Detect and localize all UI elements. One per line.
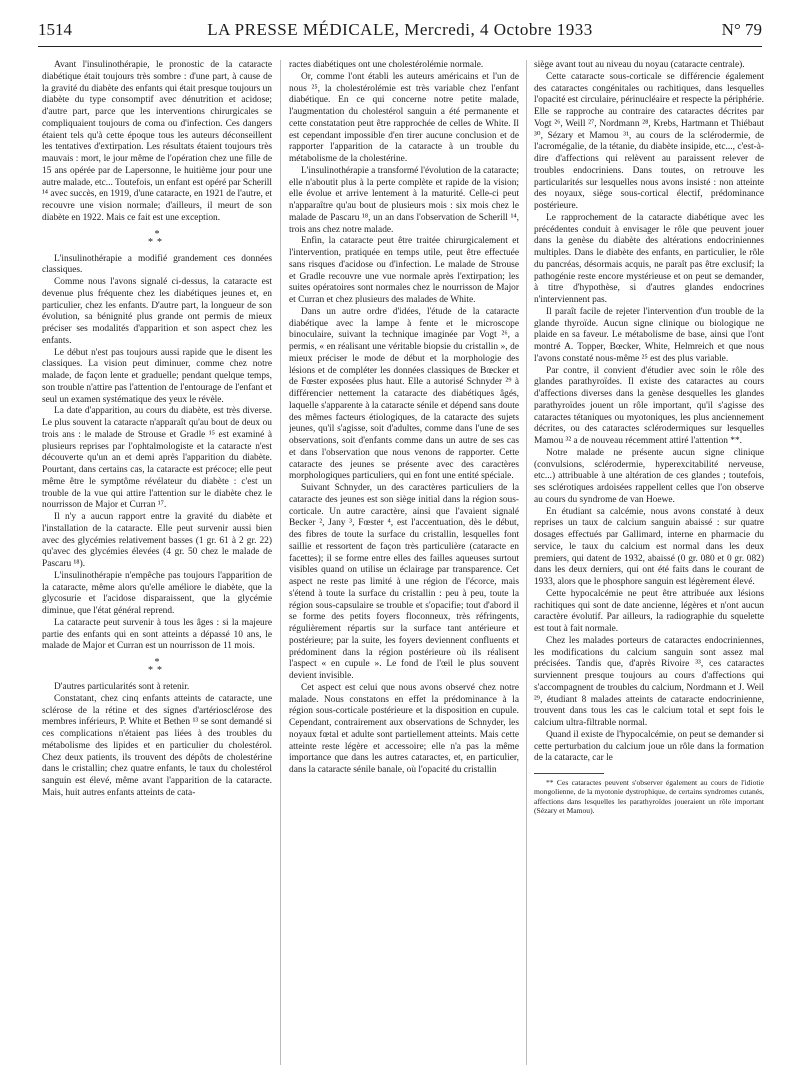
paragraph: Or, comme l'ont établi les auteurs américains et l'un de nous ²⁵, la cholestérolémie est très variable chez l'enfant diabétique. En ce qui concerne notre petite malade, l'augmentation du cholestérol sanguin a été permanente et cette constatation peut être rapprochée de celles de White. Il est cependant impossible d'en tirer aucune conclusion et de rapporter l'apparition de la cataracte à un trouble du métabolisme de la cholestérine. — [289, 71, 519, 164]
column-divider — [280, 60, 281, 1065]
paragraph: siège avant tout au niveau du noyau (cataracte centrale). — [534, 60, 745, 70]
footnote-rule — [534, 773, 604, 774]
paragraph: L'insulinothérapie a modifié grandement ces données classiques. — [42, 253, 272, 276]
paragraph: La cataracte peut survenir à tous les âges : si la majeure partie des enfants qui en sont atteints a dépassé 10 ans, le malade de Major et Curran est un nourrisson de 11 mois. — [42, 617, 272, 652]
paragraph: Chez les malades porteurs de cataractes endocriniennes, les modifications du calcium sanguin sont assez mal précisées. Tandis que, d'après Rivoire ³³, ces cataractes surviennent presque toujours au cours d'affections qui s'accompagnent de troubles du calcium, Nordmann et J. Weil ²⁹, étudiant 8 malades atteints de cataracte endocrinienne, trouvent dans tous les cas le calcium total et sept fois le calcium ultra-filtrable normal. — [534, 635, 764, 728]
paragraph: Dans un autre ordre d'idées, l'étude de la cataracte diabétique avec la lampe à fente et le microscope binoculaire, suivant la technique imaginée par Vogt ²⁶, a permis, « en réalisant une véritable biopsie du cristallin », de mieux préciser le mode de début et la morphologie des lésions et de compléter les données classiques de Bœcker et de Fœster exposées plus haut. Elle a autorisé Schnyder ²⁹ à différencier nettement la cataracte des diabétiques âgés, laquelle s'apparente à la cataracte sénile et dépend sans doute des mêmes facteurs étiologiques, de la cataracte des sujets jeunes, qu'il s'agisse, soit d'adultes, comme dans l'une de ses observations, soit d'enfants comme dans un autre de ses cas et dans l'observation que nous venons de rapporter. Cette cataracte des jeunes se présente avec des caractères morphologiques particuliers, qui en font une entité spéciale. — [289, 306, 519, 482]
text-column-3 — [534, 60, 764, 1070]
paragraph: Il n'y a aucun rapport entre la gravité du diabète et l'installation de la cataracte. Elle peut survenir aussi bien avec des glycémies relativement basses (1 gr. 61 à 2 gr. 22) qu'avec des glycémies élevées (4 gr. 50 chez le malade de Pascaru ¹⁸). — [42, 512, 272, 569]
paragraph: Quand il existe de l'hypocalcémie, on peut se demander si cette perturbation du calcium joue un rôle dans la formation de la cataracte, car le — [534, 729, 764, 764]
paragraph: Enfin, la cataracte peut être traitée chirurgicalement et l'intervention, pratiquée en temps utile, peut être effectuée sans risques d'acidose ou d'infection. Le malade de Strouse et Gradle recouvre une vue normale après l'extirpation; les suites opératoires sont normales chez le nourrisson de Major et Curran et chez plusieurs des malades de White. — [289, 236, 519, 305]
paragraph: La date d'apparition, au cours du diabète, est très diverse. Le plus souvent la cataracte n'apparaît qu'au bout de deux ou trois ans : le malade de Strouse et Gradle ¹⁵ est examiné à plusieurs reprises par l'ophtalmologiste et la cataracte n'est découverte qu'un an et demi après l'apparition du diabète. Pourtant, dans certains cas, la cataracte est précoce; elle peut même être le symptôme révélateur du diabète : c'est un trouble de la vue qui attire l'attention sur le diabète chez le nourrisson de Major et Curran ¹⁷. — [42, 406, 272, 511]
column-divider — [526, 60, 527, 1065]
paragraph: Cette cataracte sous-corticale se différencie également des cataractes congénitales ou rachitiques, dans lesquelles l'opacité est circulaire, périnucléaire et respecte la périphérie. Elle se rapproche au contraire des cataractes décrites par Vogt ²⁶, Weill ²⁷, Nordmann ²⁸, Krebs, Hartmann et Thiébaut ³⁰, Sézary et Mamou ³¹, au cours de la sclérodermie, de l'acromégalie, de la tétanie, du diabète insipide, etc..., c'est-à-dire d'affections qui relèvent au paraissent relever de troubles endocriniens. Dans toutes, on retrouve les particularités sur lesquelles nous avons insisté : non atteinte des noyaux, siège sous-cortical électif, prédominance postérieure. — [534, 71, 764, 211]
paragraph: Par contre, il convient d'étudier avec soin le rôle des glandes parathyroïdes. Il existe des cataractes au cours d'affections diverses dans la genèse desquelles les glandes parathyroïdes jouent un rôle important, qu'il s'agisse des cataractes tétaniques ou myotoniques, les plus anciennement décrites, ou des cataractes sclérodermiques sur lesquelles Mamou ³² a de nouveau récemment attiré l'attention **. — [534, 365, 764, 446]
ornament-stars: ** — [148, 236, 166, 248]
issue-number: N° 79 — [721, 20, 762, 39]
header-rule — [38, 46, 762, 47]
text-column-1 — [42, 60, 272, 1070]
paragraph: Cet aspect est celui que nous avons observé chez notre malade. Nous constatons en effet la prédominance à la région sous-corticale postérieure et la disposition en cupule. Cependant, contrairement aux observations de Schnyder, les noyaux fœtal et adulte sont partiellement atteints. Mais cette atteinte reste légère et accessoire; elle n'a pas la même importance que dans les autres cataractes, et, en particulier, dans la cataracte sénile banale, où l'opacité du cristallin — [289, 682, 519, 775]
paragraph: Le début n'est pas toujours aussi rapide que le disent les classiques. La vision peut diminuer, comme chez notre malade, de façon lente et graduelle; pendant quelque temps, son trouble n'attire pas l'attention de l'entourage de l'enfant et seul un examen systématique des yeux le révèle. — [42, 347, 272, 405]
footnote: ** Ces cataractes peuvent s'observer également au cours de l'idiotie mongolienne, de la myotonie dystrophique, de certains syndromes cutanés, affections dans lesquelles les parathyroïdes joueraient un rôle important (Sézary et Mamou). — [534, 778, 764, 816]
paragraph: Suivant Schnyder, un des caractères particuliers de la cataracte des jeunes est son siège initial dans la région sous-corticale. Un autre caractère, ainsi que l'avaient signalé Becker ², Jany ³, Fœster ⁴, est l'accentuation, dès le début, des fibres de toute la surface du cristallin, lesquelles font saillie et ressortent de façon très particulière (cataracte en facettes); il se forme entre elles des failles aqueuses surtout visibles quand on utilise un éclairage par transparence. Cet aspect ne reste pas limité à une région de l'écorce, mais s'étend à toute la surface du cristallin : peu à peu, toute la région sous-capsulaire se trouble et s'opacifie; tout d'abord il se forme des petits foyers floconneux, très réfringents, régulièrement répartis sur la surface tant antérieure et postérieure; par la suite, les foyers deviennent confluents et prédominent dans la région postérieure où ils réalisent l'aspect « en cupule ». Le fond de l'œil le plus souvent devient invisible. — [289, 483, 519, 681]
ornament-star: * — [154, 228, 160, 240]
paragraph: Avant l'insulinothérapie, le pronostic de la cataracte diabétique était toujours très sombre : d'une part, à cause de la gravité du diabète des enfants qui était presque toujours un diabète du type consomptif avec dénutrition et acidose; d'autre part, parce que les interventions chirurgicales se compliquaient toujours de coma ou d'infection. Ces dangers étaient tels qu'à cette époque tous les auteurs déconseillent les tentatives d'extirpation. Les résultats étaient toujours très mauvais : mort, le jour même de l'opération chez une fille de 15 ans opérée par de Lapersonne, le huitième jour pour une autre malade, etc... Toutefois, un enfant est opéré par Scherill ¹⁴ avec succès, en 1919, d'une cataracte, en 1921 de l'autre, et recouvre une vision normale; d'ailleurs, il meurt de son diabète en 1922. Mais ce fait est une exception. — [42, 60, 272, 223]
section-ornament — [42, 659, 272, 675]
journal-title: LA PRESSE MÉDICALE, Mercredi, 4 Octobre 1933 — [207, 20, 593, 39]
text-column-2 — [289, 60, 519, 1070]
section-ornament — [42, 228, 272, 248]
page-number: 1514 — [38, 20, 72, 39]
paragraph: Cette hypocalcémie ne peut être attribuée aux lésions rachitiques qui sont de date ancienne, légères et n'ont aucun caractère évolutif. Par ailleurs, la radiographie du squelette est tout à fait normale. — [534, 588, 764, 634]
paragraph: Il paraît facile de rejeter l'intervention d'un trouble de la glande thyroïde. Aucun signe clinique ou biologique ne plaide en sa faveur. Le métabolisme de base, ainsi que l'ont montré A. Topper, Bœcker, White, Helmreich et que nous l'avons constaté nous-même ²⁵ est des plus variable. — [534, 306, 764, 364]
paragraph: Notre malade ne présente aucun signe clinique (convulsions, sclérodermie, hyperexcitabilité nerveuse, etc...) attribuable à une altération de ces glandes ; toutefois, ses sclérotiques ardoisées rappellent celles que l'on observe au cours du syndrome de van Hoewe. — [534, 447, 764, 505]
paragraph: Le rapprochement de la cataracte diabétique avec les précédentes conduit à envisager le rôle que peuvent jouer dans la genèse du diabète des altérations endocriniennes multiples. Dans le diabète des enfants, en particulier, le rôle du pancréas, désormais acquis, ne paraît pas être exclusif; la pathogénie reste encore mystérieuse et on peut se demander, à titre d'hypothèse, si d'autres glandes endocrines n'interviennent pas. — [534, 212, 764, 305]
ornament-star: * — [154, 657, 160, 668]
paragraph: En étudiant sa calcémie, nous avons constaté à deux reprises un taux de calcium sanguin abaissé : sur quatre dosages effectués par Gallimard, interne en pharmacie du service, le taux du calcium est normal dans les deux premiers, qui datent de 1932, abaissé (0 gr. 080 et 0 gr. 082) dans les deux derniers, qui ont été faits dans le courant de 1933, alors que le phosphore sanguin est légèrement élevé. — [534, 506, 764, 587]
page-header — [38, 16, 762, 46]
paragraph: ractes diabétiques ont une cholestérolémie normale. — [289, 60, 484, 70]
paragraph: Constatant, chez cinq enfants atteints de cataracte, une sclérose de la rétine et des signes d'artériosclérose des membres inférieurs, P. White et Bethen ¹³ se sont demandé si ces complications n'étaient pas liées à des troubles du métabolisme des lipides et en particulier du cholestérol. Chez deux patients, ils trouvent des dépôts de cholestérine dans le cristallin; chez quatre enfants, le taux du cholestérol sanguin est élevé, même avant l'apparition de la cataracte. Mais, huit autres enfants atteints de cata- — [42, 693, 272, 798]
paragraph: L'insulinothérapie a transformé l'évolution de la cataracte; elle n'aboutit plus à la perte complète et rapide de la vision; elle évolue et arrive lentement à la maturité. Celle-ci peut n'apparaître qu'au bout de plusieurs mois : six mois chez le malade de Pascaru ¹⁸, un an dans l'observation de Scherill ¹⁴, trois ans chez notre malade. — [289, 165, 519, 235]
paragraph: D'autres particularités sont à retenir. — [54, 682, 190, 692]
paragraph: Comme nous l'avons signalé ci-dessus, la cataracte est devenue plus fréquente chez les diabétiques jeunes et, en particulier, chez les enfants. D'autre part, la longueur de son évolution, sa bénignité plus grande ont permis de mieux préciser ses modalités d'apparition et son aspect chez les enfants. — [42, 277, 272, 346]
ornament-stars: ** — [148, 665, 166, 676]
paragraph: L'insulinothérapie n'empêche pas toujours l'apparition de la cataracte, même alors qu'elle améliore le diabète, que la glycosurie et l'acidose disparaissent, que la glycémie diminue, que l'état général reprend. — [42, 570, 272, 616]
